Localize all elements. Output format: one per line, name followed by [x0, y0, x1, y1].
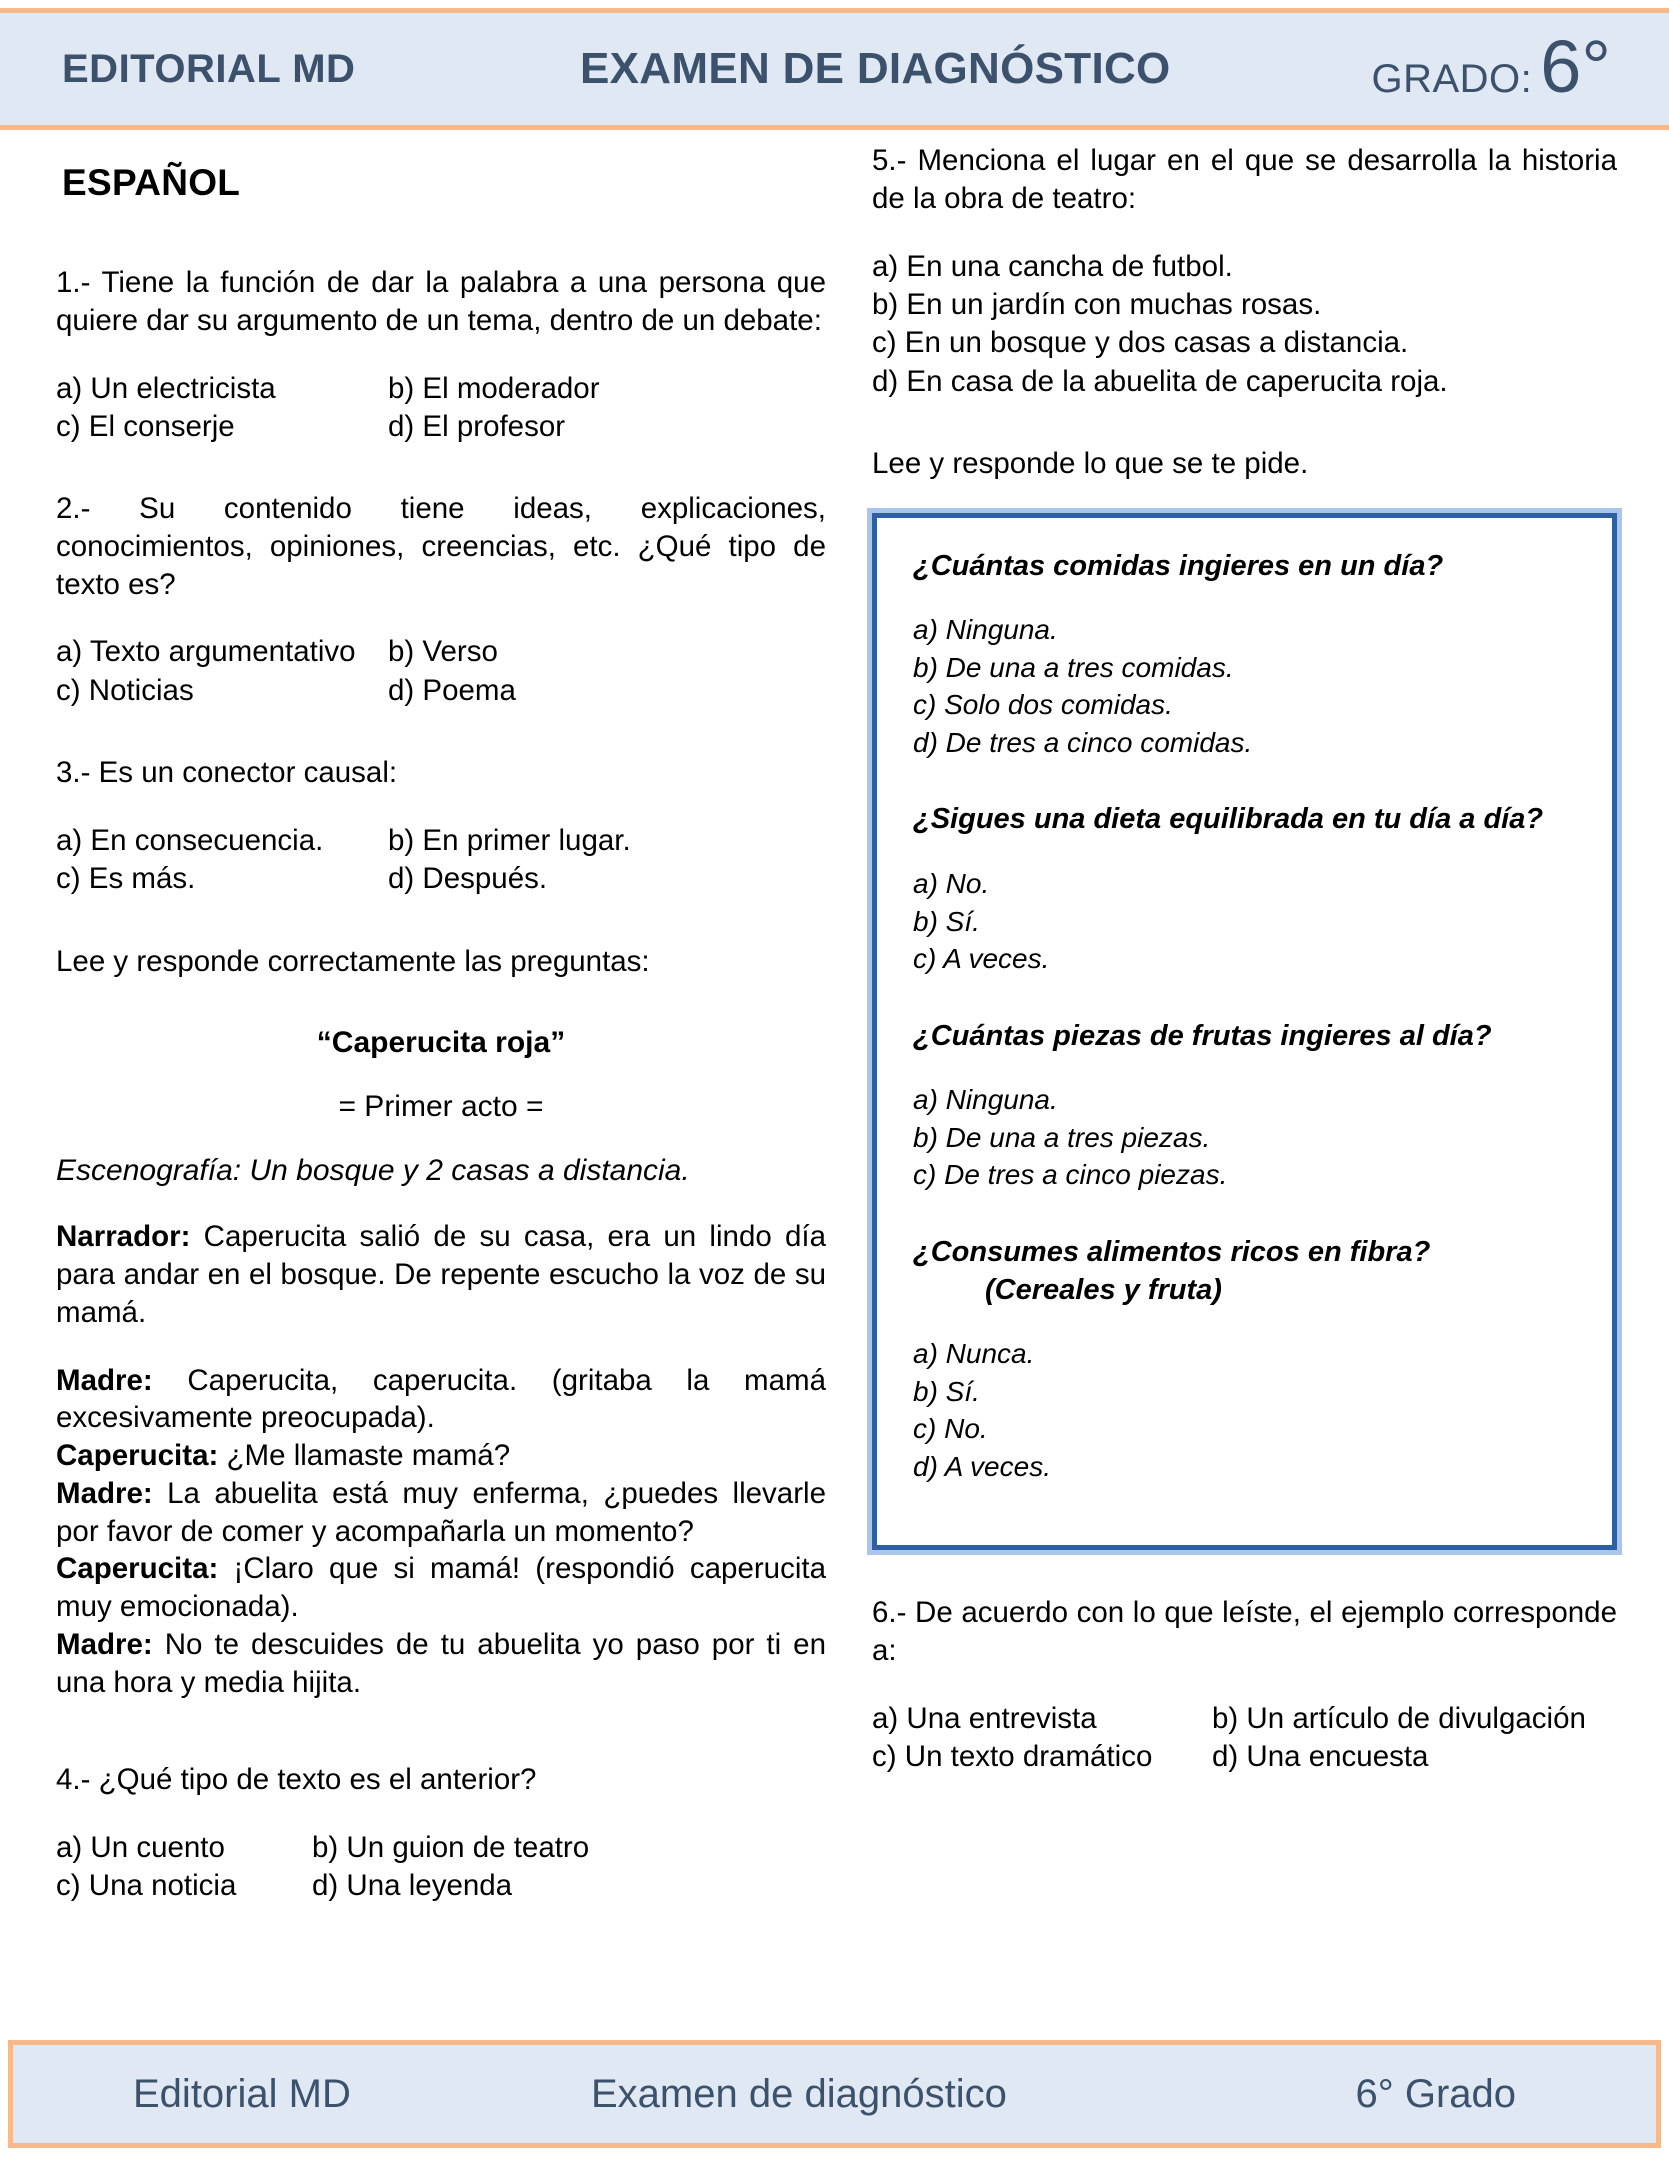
question-6-option-c[interactable]: c) Un texto dramático	[872, 1740, 1153, 1774]
question-5-option-a[interactable]: a) En una cancha de futbol.	[872, 249, 1233, 283]
question-4-option-a[interactable]: a) Un cuento	[56, 1831, 225, 1865]
survey-2-option-b[interactable]: b) Sí.	[913, 905, 980, 937]
play-line	[56, 1362, 826, 1438]
left-column	[56, 142, 826, 1906]
survey-1-option-b[interactable]: b) De una a tres comidas.	[913, 651, 1234, 683]
survey-4-option-b[interactable]: b) Sí.	[913, 1375, 980, 1407]
header-grade-value: 6°	[1540, 24, 1611, 108]
question-3-option-a[interactable]: a) En consecuencia.	[56, 823, 324, 857]
question-3-prompt: 3.- Es un conector causal:	[56, 756, 398, 790]
header-grade-label: GRADO:	[1371, 56, 1533, 101]
question-4-options-row-2	[56, 1867, 826, 1905]
question-2-prompt: 2.- Su contenido tiene ideas, explicaciones, conocimientos, opiniones, creencias, etc. ¿Qué tipo de texto es?	[56, 492, 826, 601]
reading-instruction-left: Lee y responde correctamente las preguntas:	[56, 944, 650, 978]
right-column	[872, 142, 1617, 1776]
play-line	[56, 1218, 826, 1331]
question-6-prompt: 6.- De acuerdo con lo que leíste, el ejemplo corresponde a:	[872, 1596, 1617, 1668]
survey-3-option-b[interactable]: b) De una a tres piezas.	[913, 1121, 1211, 1153]
question-5-option-c[interactable]: c) En un bosque y dos casas a distancia.	[872, 326, 1409, 360]
question-4-option-d[interactable]: d) Una leyenda	[312, 1869, 513, 1903]
survey-2-option-a[interactable]: a) No.	[913, 868, 990, 900]
question-6-option-d[interactable]: d) Una encuesta	[1212, 1740, 1429, 1774]
question-1-options-row-1	[56, 370, 826, 408]
footer-publisher: Editorial MD	[133, 2071, 351, 2116]
question-2-option-d[interactable]: d) Poema	[388, 673, 516, 707]
play-title: “Caperucita roja”	[316, 1026, 566, 1060]
question-4-option-b[interactable]: b) Un guion de teatro	[312, 1831, 590, 1865]
question-1-option-c[interactable]: c) El conserje	[56, 409, 235, 443]
question-6-option-a[interactable]: a) Una entrevista	[872, 1701, 1097, 1735]
question-5-option-b[interactable]: b) En un jardín con muchas rosas.	[872, 287, 1322, 321]
play-line	[56, 1437, 826, 1475]
question-2-options-row-2	[56, 672, 826, 710]
question-5-option-d[interactable]: d) En casa de la abuelita de caperucita roja.	[872, 364, 1448, 398]
question-5-options	[872, 248, 1617, 401]
question-3-options-row-1	[56, 822, 826, 860]
question-1-option-b[interactable]: b) El moderador	[388, 371, 600, 405]
question-5-prompt: 5.- Menciona el lugar en el que se desarrolla la historia de la obra de teatro:	[872, 144, 1617, 215]
play-act-label: = Primer acto =	[338, 1090, 544, 1124]
question-6-options-row-2	[872, 1738, 1617, 1776]
page-header-band	[0, 8, 1669, 130]
survey-1-option-a[interactable]: a) Ninguna.	[913, 614, 1058, 646]
reading-instruction-right: Lee y responde lo que se te pide.	[872, 446, 1309, 480]
play-line-text: ¡Claro que si mamá! (respondió caperucita muy emocionada).	[56, 1552, 826, 1624]
survey-4-option-a[interactable]: a) Nunca.	[913, 1338, 1035, 1370]
play-line-text: Caperucita salió de su casa, era un lindo día para andar en el bosque. De repente escucho la voz de su mamá.	[56, 1220, 826, 1329]
survey-1-option-c[interactable]: c) Solo dos comidas.	[913, 689, 1173, 721]
question-1-prompt: 1.- Tiene la función de dar la palabra a una persona que quiere dar su argumento de un tema, dentro de un debate:	[56, 266, 826, 337]
play-scenography: Escenografía: Un bosque y 2 casas a distancia.	[56, 1154, 690, 1188]
play-line-text: Caperucita, caperucita. (gritaba la mamá excesivamente preocupada).	[56, 1363, 826, 1435]
play-line-speaker: Madre:	[56, 1627, 153, 1661]
question-6-options-row-1	[872, 1700, 1617, 1738]
survey-question-2: ¿Sigues una dieta equilibrada en tu día a día?	[913, 803, 1544, 836]
survey-2-option-c[interactable]: c) A veces.	[913, 943, 1050, 975]
question-4-prompt: 4.- ¿Qué tipo de texto es el anterior?	[56, 1763, 537, 1797]
question-4-option-c[interactable]: c) Una noticia	[56, 1869, 237, 1903]
question-1-option-d[interactable]: d) El profesor	[388, 409, 566, 443]
question-2-option-c[interactable]: c) Noticias	[56, 673, 194, 707]
play-line-speaker: Madre:	[56, 1363, 153, 1397]
header-grade	[1371, 24, 1611, 108]
question-3-options-row-2	[56, 860, 826, 898]
survey-4-option-d[interactable]: d) A veces.	[913, 1450, 1051, 1482]
question-2-option-a[interactable]: a) Texto argumentativo	[56, 635, 356, 669]
question-1-options-row-2	[56, 408, 826, 446]
survey-3-option-c[interactable]: c) De tres a cinco piezas.	[913, 1159, 1228, 1191]
question-2-options-row-1	[56, 633, 826, 671]
question-3-option-b[interactable]: b) En primer lugar.	[388, 823, 631, 857]
survey-4-option-c[interactable]: c) No.	[913, 1413, 988, 1445]
question-1-option-a[interactable]: a) Un electricista	[56, 371, 276, 405]
play-line-speaker: Narrador:	[56, 1220, 191, 1254]
play-line-speaker: Madre:	[56, 1476, 153, 1510]
survey-3-option-a[interactable]: a) Ninguna.	[913, 1084, 1058, 1116]
footer-grade: 6° Grado	[1355, 2071, 1516, 2116]
play-line	[56, 1550, 826, 1626]
play-line-text: ¿Me llamaste mamá?	[218, 1439, 511, 1473]
play-line-text: No te descuides de tu abuelita yo paso por ti en una hora y media hijita.	[56, 1627, 826, 1699]
play-line-speaker: Caperucita:	[56, 1552, 219, 1586]
question-4-options-row-1	[56, 1829, 826, 1867]
play-line-text: La abuelita está muy enferma, ¿puedes llevarle por favor de comer y acompañarla un momento?	[56, 1476, 826, 1548]
page-content	[0, 142, 1669, 2012]
play-line-speaker: Caperucita:	[56, 1439, 219, 1473]
survey-box	[872, 513, 1617, 1551]
survey-question-4: ¿Consumes alimentos ricos en fibra?	[913, 1235, 1431, 1268]
question-2-option-b[interactable]: b) Verso	[388, 635, 498, 669]
header-publisher: EDITORIAL MD	[62, 46, 356, 91]
survey-question-4-subtitle: (Cereales y fruta)	[985, 1273, 1222, 1306]
page-footer-band	[8, 2040, 1661, 2148]
question-6-option-b[interactable]: b) Un artículo de divulgación	[1212, 1701, 1586, 1735]
survey-question-3: ¿Cuántas piezas de frutas ingieres al día?	[913, 1019, 1492, 1052]
header-title: EXAMEN DE DIAGNÓSTICO	[580, 44, 1171, 93]
survey-1-option-d[interactable]: d) De tres a cinco comidas.	[913, 726, 1253, 758]
survey-question-1: ¿Cuántas comidas ingieres en un día?	[913, 549, 1444, 582]
play-line	[56, 1475, 826, 1551]
subject-heading: ESPAÑOL	[62, 162, 241, 203]
footer-title: Examen de diagnóstico	[591, 2071, 1007, 2116]
question-3-option-c[interactable]: c) Es más.	[56, 862, 196, 896]
question-3-option-d[interactable]: d) Después.	[388, 862, 548, 896]
play-line	[56, 1626, 826, 1702]
